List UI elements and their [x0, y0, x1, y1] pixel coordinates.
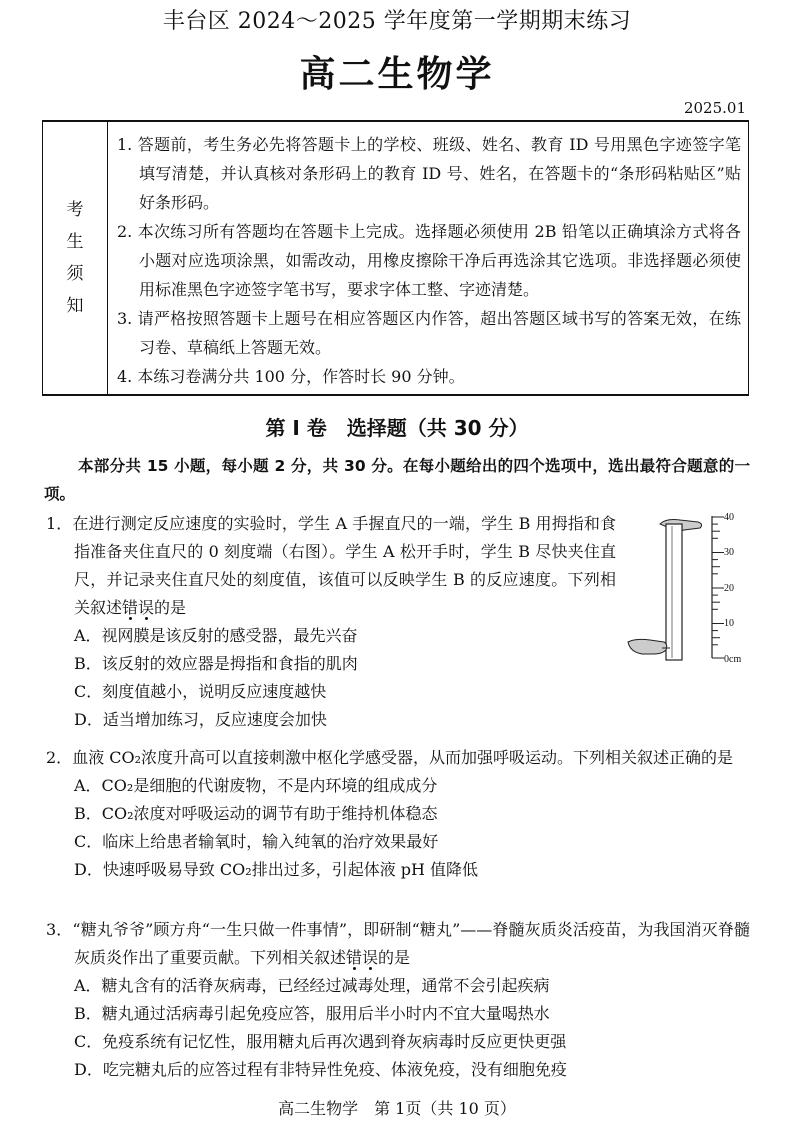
option-c: C．临床上给患者输氧时，输入纯氧的治疗效果最好 [74, 832, 439, 851]
question-stem [46, 510, 616, 622]
option-a: A．视网膜是该反射的感受器，最先兴奋 [74, 626, 358, 645]
exam-date: 2025.01 [683, 99, 746, 117]
option-b: B．CO₂浓度对呼吸运动的调节有助于维持机体稳态 [74, 804, 438, 823]
scale-label: 20 [724, 583, 734, 594]
scale-label: 40 [724, 512, 734, 523]
bottom-hand-icon [628, 639, 667, 654]
scale-label: 30 [724, 547, 734, 558]
notice-item: 1. 答题前，考生务必先将答题卡上的学校、班级、姓名、教育 ID 号用黑色字迹签字笔填写清楚，并认真核对条形码上的教育 ID 号、姓名，在答题卡的“条形码粘贴区”贴好条形码。 [117, 135, 741, 212]
scale-label: 0cm [724, 654, 742, 665]
scale-label: 10 [724, 618, 734, 629]
notice-item: 2. 本次练习所有答题均在答题卡上完成。选择题必须使用 2B 铅笔以正确填涂方式将各小题对应选项涂黑，如需改动，用橡皮擦除干净后再选涂其它选项。非选择题必须使用标准黑色字迹签字笔书写，要求字体工整、字迹清楚。 [117, 222, 741, 299]
question-text: 血液 CO₂浓度升高可以直接刺激中枢化学感受器，从而加强呼吸运动。下列相关叙述正确的是 [72, 748, 734, 767]
question-number: 1． [46, 514, 73, 533]
option-a: A．糖丸含有的活脊灰病毒，已经经过减毒处理，通常不会引起疾病 [74, 976, 550, 995]
emphasis-char: 误 [362, 948, 379, 967]
notice-label [43, 122, 108, 394]
ruler-body [666, 524, 682, 660]
emphasis-char: 错 [122, 598, 139, 617]
question-stem [46, 916, 750, 972]
emphasis-char: 错 [346, 948, 363, 967]
question-text-end: 的是 [378, 948, 411, 967]
question-text-end: 的是 [154, 598, 187, 617]
scale-ticks [712, 517, 724, 658]
notice-label-char: 须 [66, 264, 84, 284]
notice-item: 3. 请严格按照答题卡上题号在相应答题区内作答，超出答题区域书写的答案无效，在练习卷、草稿纸上答题无效。 [117, 309, 741, 357]
page-footer: 高二生物学 第 1页（共 10 页） [278, 1099, 516, 1118]
option-c: C．免疫系统有记忆性，服用糖丸后再次遇到脊灰病毒时反应更快更强 [74, 1032, 567, 1051]
question-2 [46, 744, 750, 884]
question-text: “糖丸爷爷”顾方舟“一生只做一件事情”，即研制“糖丸”——脊髓灰质炎活疫苗，为我国消灭脊髓灰质炎作出了重要贡献。下列相关叙述 [72, 920, 750, 967]
question-number: 3． [46, 920, 73, 939]
section-title: 第 I 卷 选择题（共 30 分） [265, 416, 529, 440]
notice-label-char: 知 [66, 296, 84, 316]
question-text: 在进行测定反应速度的实验时，学生 A 手握直尺的一端，学生 B 用拇指和食指准备夹住直尺的 0 刻度端（右图）。学生 A 松开手时，学生 B 尽快夹住直尺，并记录夹住直尺处的刻度值，该值可以反映学生 B 的反应速度。下列相关叙述 [72, 514, 616, 617]
page-title: 高二生物学 [299, 54, 495, 95]
exam-name: 丰台区 2024～2025 学年度第一学期期末练习 [162, 9, 632, 34]
question-stem [46, 744, 750, 772]
ruler-illustration [626, 510, 776, 670]
notice-label-char: 生 [66, 232, 84, 252]
question-number: 2． [46, 748, 73, 767]
question-1 [46, 510, 616, 734]
notice-items [117, 130, 741, 391]
ruler-figure [626, 510, 776, 670]
question-3 [46, 916, 750, 1084]
option-b: B．该反射的效应器是拇指和食指的肌肉 [74, 654, 358, 673]
option-d: D．快速呼吸易导致 CO₂排出过多，引起体液 pH 值降低 [74, 860, 479, 879]
option-a: A．CO₂是细胞的代谢废物，不是内环境的组成成分 [74, 776, 438, 795]
option-d: D．吃完糖丸后的应答过程有非特异性免疫、体液免疫，没有细胞免疫 [74, 1060, 567, 1079]
notice-box [42, 120, 749, 396]
emphasis-char: 误 [138, 598, 155, 617]
notice-label-char: 考 [66, 200, 84, 220]
option-d: D．适当增加练习，反应速度会加快 [74, 710, 327, 729]
option-b: B．糖丸通过活病毒引起免疫应答，服用后半小时内不宜大量喝热水 [74, 1004, 550, 1023]
notice-item: 4. 本练习卷满分共 100 分，作答时长 90 分钟。 [117, 367, 465, 386]
section-intro: 本部分共 15 小题，每小题 2 分，共 30 分。在每小题给出的四个选项中，选出最符合题意的一项。 [44, 457, 750, 503]
option-c: C．刻度值越小，说明反应速度越快 [74, 682, 327, 701]
